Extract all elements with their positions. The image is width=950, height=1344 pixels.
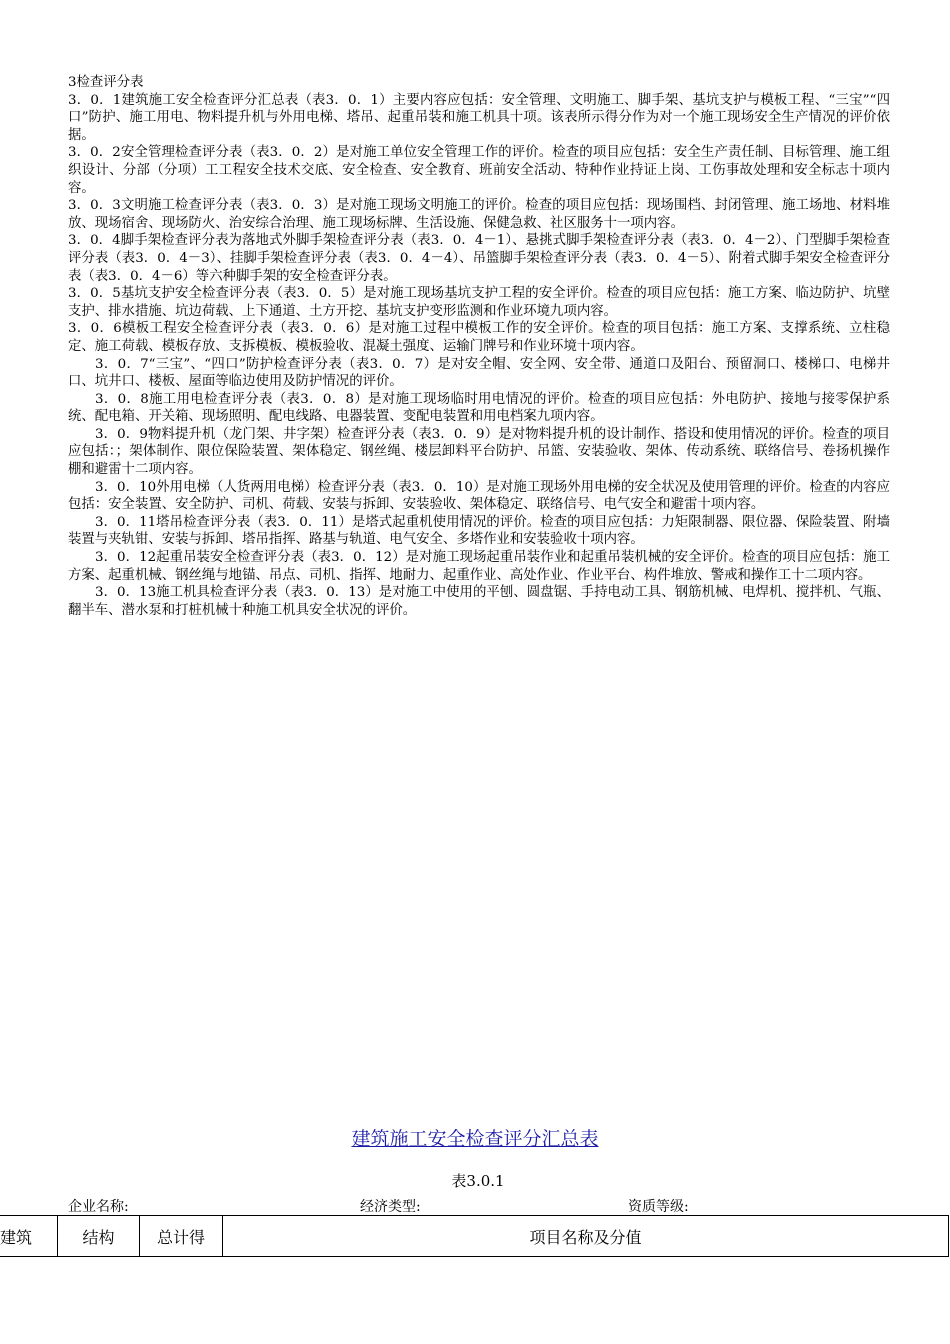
- header-building: 建筑: [0, 1216, 58, 1257]
- paragraph-3-0-8: 3．0．8施工用电检查评分表（表3．0．8）是对施工现场临时用电情况的评价。检查的项目应包括：外电防护、接地与接零保护系统、配电箱、开关箱、现场照明、配电线路、电器装置、变配电装置和用电档案九项内容。: [68, 391, 890, 425]
- paragraph-3-0-6: 3．0．6模板工程安全检查评分表（表3．0．6）是对施工过程中模板工作的安全评价。检查的项目包括：施工方案、支撑系统、立柱稳定、施工荷载、模板存放、支拆模板、模板验收、混凝土强度、运输门牌号和作业环境十项内容。: [68, 321, 890, 354]
- paragraph-3-0-10: 3．0．10外用电梯（人货两用电梯）检查评分表（表3．0．10）是对施工现场外用电梯的安全状况及使用管理的评价。检查的内容应包括：安全装置、安全防护、司机、荷载、安装与拆卸、安装验收、架体稳定、联络信号、电气安全和避雷十项内容。: [68, 479, 890, 513]
- paragraph-3-0-5: 3．0．5基坑支护安全检查评分表（表3．0．5）是对施工现场基坑支护工程的安全评价。检查的项目应包括：施工方案、临边防护、坑壁支护、排水措施、坑边荷载、上下通道、土方开挖、基坑支护变形监测和作业环境九项内容。: [68, 286, 890, 319]
- paragraph-3-0-3: 3．0．3文明施工检查评分表（表3．0．3）是对施工现场文明施工的评价。检查的项目应包括：现场围档、封闭管理、施工场地、材料堆放、现场宿舍、现场防火、治安综合治理、施工现场标牌、生活设施、保健急救、社区服务十一项内容。: [68, 198, 890, 231]
- paragraph-3-0-13: 3．0．13施工机具检查评分表（表3．0．13）是对施工中使用的平刨、圆盘锯、手持电动工具、钢筋机械、电焊机、搅拌机、气瓶、翻半车、潜水泵和打桩机械十种施工机具安全状况的评价。: [68, 585, 890, 618]
- paragraph-3-0-11: 3．0．11塔吊检查评分表（表3．0．11）是塔式起重机使用情况的评价。检查的项目应包括：力矩限制器、限位器、保险装置、附墙装置与夹轨钳、安装与拆卸、塔吊指挥、路基与轨道、电气安全、多塔作业和安装验收十项内容。: [68, 514, 890, 548]
- company-name-label: 企业名称:: [68, 1199, 129, 1215]
- header-structure: 结构: [58, 1216, 140, 1257]
- table-number: 表3.0.1: [451, 1172, 505, 1190]
- paragraph-3-0-1: 3．0．1建筑施工安全检查评分汇总表（表3．0．1）主要内容应包括：安全管理、文明施工、脚手架、基坑支护与模板工程、“三宝”“四口”防护、施工用电、物料提升机与外用电梯、塔吊、起重吊装和施工机具十项。该表所示得分作为对一个施工现场安全生产情况的评价依据。: [68, 92, 890, 143]
- qualification-level-label: 资质等级:: [628, 1199, 689, 1215]
- summary-table: [0, 1215, 949, 1257]
- summary-table-title-link[interactable]: 建筑施工安全检查评分汇总表: [351, 1128, 599, 1150]
- header-total-score: 总计得: [140, 1216, 223, 1257]
- paragraph-3-0-12: 3．0．12起重吊装安全检查评分表（表3．0．12）是对施工现场起重吊装作业和起重吊装机械的安全评价。检查的项目应包括：施工方案、起重机械、钢丝绳与地锚、吊点、司机、指挥、地耐力、起重作业、高处作业、作业平台、构件堆放、警戒和操作工十二项内容。: [68, 550, 890, 583]
- paragraph-3-0-9: 3．0．9物料提升机（龙门架、井字架）检查评分表（表3．0．9）是对物料提升机的设计制作、搭设和使用情况的评价。检查的项目应包括：；架体制作、限位保险装置、架体稳定、钢丝绳、楼层卸料平台防护、吊篮、安装验收、架体、传动系统、联络信号、卷扬机操作棚和避雷十二项内容。: [68, 426, 890, 478]
- economy-type-label: 经济类型:: [360, 1199, 421, 1215]
- paragraph-3-0-2: 3．0．2安全管理检查评分表（表3．0．2）是对施工单位安全管理工作的评价。检查的项目应包括：安全生产责任制、目标管理、施工组织设计、分部（分项）工工程安全技术交底、安全检查、安全教育、班前安全活动、特种作业持证上岗、工伤事故处理和安全标志十项内容。: [68, 145, 890, 196]
- document-body: [68, 74, 890, 619]
- paragraph-3-0-7: 3．0．7“三宝”、“四口”防护检查评分表（表3．0．7）是对安全帽、安全网、安全带、通道口及阳台、预留洞口、楼梯口、电梯井口、坑井口、楼板、屋面等临边使用及防护情况的评价。: [68, 356, 890, 390]
- table-header-row: [0, 1216, 949, 1257]
- paragraph-3-0-4: 3．0．4脚手架检查评分表为落地式外脚手架检查评分表（表3．0．4－1）、悬挑式脚手架检查评分表（表3．0．4－2）、门型脚手架检查评分表（表3．0．4－3）、挂脚手架检查评分表（表3．0．4－4）、吊篮脚手架检查评分表（表3．0．4－5）、附着式脚手架安全检查评分表（表3．0．4－6）等六种脚手架的安全检查评分表。: [68, 233, 890, 284]
- section-heading: 3检查评分表: [68, 75, 144, 90]
- header-item-name-score: 项目名称及分值: [223, 1216, 949, 1257]
